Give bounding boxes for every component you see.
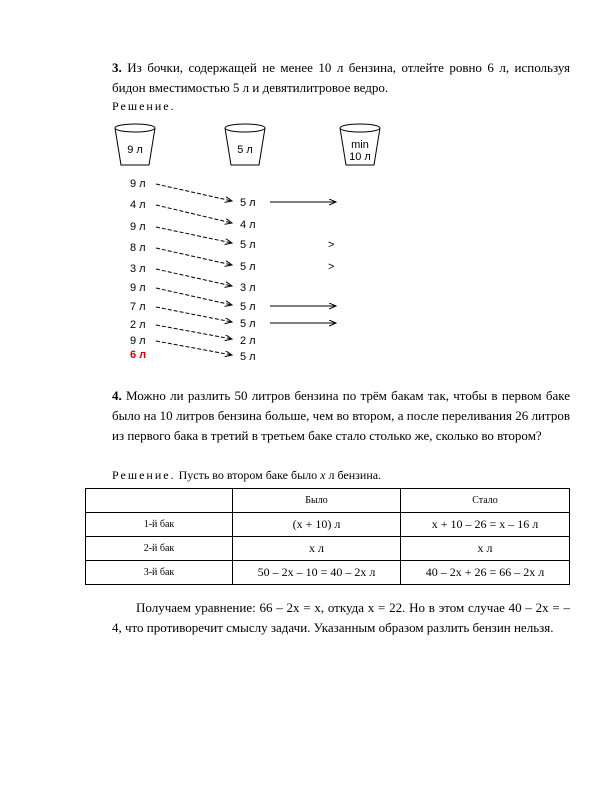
problem-4-text: [112, 386, 570, 446]
row-label: 2-й бак: [86, 537, 233, 561]
mid-value: 2 л: [240, 335, 256, 347]
container-1: [115, 124, 155, 165]
container-label: 5 л: [237, 144, 253, 156]
left-value: 9 л: [130, 282, 146, 294]
pour-arrow: [156, 205, 232, 223]
row-label: 1-й бак: [86, 513, 233, 537]
mid-value: 5 л: [240, 351, 256, 363]
pour-arrow: [156, 227, 232, 243]
mid-value: 5 л: [240, 261, 256, 273]
table-header-before: Было: [233, 489, 401, 513]
conclusion-text: Получаем уравнение: 66 – 2x = x, откуда x = 22. Но в этом случае 40 – 2x = –4, что противоречит смыслу задачи. Указанным образом разлить бензин нельзя.: [112, 600, 570, 635]
container-label-top: min: [351, 139, 369, 151]
container-2: [225, 124, 265, 165]
problem-3-solution-label: Решение.: [112, 99, 176, 113]
problem-4-solution-label: Решение.: [112, 468, 176, 482]
pour-arrow: [156, 307, 232, 322]
cell-after: 40 – 2x + 26 = 66 – 2x л: [400, 561, 569, 585]
problem-4-solution-text-a: Пусть во втором баке было: [178, 468, 318, 482]
table-header-after: Стало: [400, 489, 569, 513]
pour-arrow: [156, 341, 232, 355]
problem-4-solution: [112, 468, 381, 483]
left-value: 9 л: [130, 335, 146, 347]
left-value: 9 л: [130, 178, 146, 190]
cell-before: x л: [233, 537, 401, 561]
table-header-empty: [86, 489, 233, 513]
pour-arrow: [156, 184, 232, 201]
mid-value: 5 л: [240, 239, 256, 251]
problem-4-number: 4.: [112, 388, 122, 403]
left-value: 4 л: [130, 199, 146, 211]
left-value: 7 л: [130, 301, 146, 313]
tanks-table: [85, 488, 570, 585]
left-value: 9 л: [130, 221, 146, 233]
pouring-diagram: [0, 0, 612, 380]
table-row: [86, 561, 570, 585]
mid-value: 5 л: [240, 301, 256, 313]
mid-value: 3 л: [240, 282, 256, 294]
container-label-bottom: 10 л: [349, 151, 371, 163]
left-value: 8 л: [130, 242, 146, 254]
cell-after: x + 10 – 26 = x – 16 л: [400, 513, 569, 537]
pour-arrow: [156, 269, 232, 286]
cell-before: (x + 10) л: [233, 513, 401, 537]
problem-4-variable: x: [320, 468, 326, 482]
row-label: 3-й бак: [86, 561, 233, 585]
left-value: 3 л: [130, 263, 146, 275]
problem-3-body: Из бочки, содержащей не менее 10 л бензина, отлейте ровно 6 л, используя бидон вместимостью 5 л и девятилитровое ведро.: [112, 60, 570, 95]
cell-after: x л: [400, 537, 569, 561]
table-row: [86, 513, 570, 537]
left-value: 2 л: [130, 319, 146, 331]
left-value: 6 л: [130, 349, 147, 361]
problem-4-body: Можно ли разлить 50 литров бензина по трём бакам так, чтобы в первом баке было на 10 литров бензина больше, чем во втором, а после переливания 26 литров из первого бака в третий в третьем баке стало столько же, сколько во втором?: [112, 388, 570, 443]
chevron-mark: >: [328, 261, 335, 273]
pour-arrow: [156, 325, 232, 339]
chevron-mark: >: [328, 239, 335, 251]
pour-arrow: [156, 248, 232, 265]
pour-arrow: [156, 288, 232, 305]
table-header-row: [86, 489, 570, 513]
cell-before: 50 – 2x – 10 = 40 – 2x л: [233, 561, 401, 585]
container-3: [340, 124, 380, 165]
problem-3-number: 3.: [112, 60, 122, 75]
mid-value: 4 л: [240, 219, 256, 231]
table-row: [86, 537, 570, 561]
container-label: 9 л: [127, 144, 143, 156]
problem-4-solution-text-b: л бензина.: [328, 468, 382, 482]
mid-value: 5 л: [240, 197, 256, 209]
mid-value: 5 л: [240, 318, 256, 330]
